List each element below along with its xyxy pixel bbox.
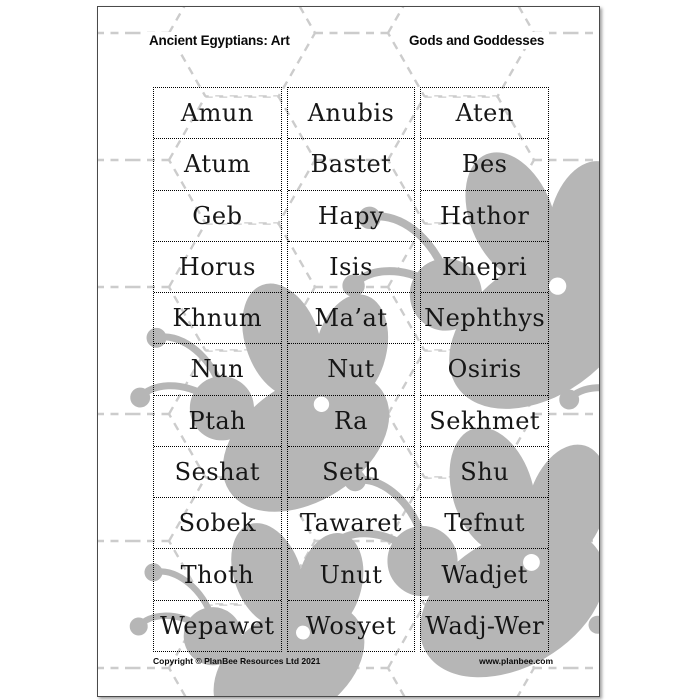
god-card: Geb [154,191,281,242]
god-card: Hapy [288,191,415,242]
god-card: Osiris [421,344,548,395]
god-card: Unut [288,549,415,600]
god-card: Wosyet [305,611,397,640]
god-card: Tefnut [421,498,548,549]
header-title-left: Ancient Egyptians: Art [144,32,295,49]
god-card: Atum [154,139,281,190]
god-card: Amun [154,88,281,139]
god-card-column [153,87,282,652]
god-card: Sekhmet [421,396,548,447]
god-card: Ma’at [288,293,415,344]
god-card: Seth [288,447,415,498]
god-card: Thoth [154,549,281,600]
header-title-right: Gods and Goddesses [404,32,549,49]
god-name-grid [153,87,549,652]
god-card: Horus [154,242,281,293]
god-card: Khepri [421,242,548,293]
website-text: www.planbee.com [479,656,553,666]
page-footer [153,656,553,666]
god-card: Wadj-Wer [425,611,545,640]
copyright-text: Copyright © PlanBee Resources Ltd 2021 [153,656,321,666]
god-card: Bes [421,139,548,190]
god-card: Anubis [288,88,415,139]
god-card: Shu [421,447,548,498]
god-card: Isis [288,242,415,293]
god-card: Ra [288,396,415,447]
god-card: Ptah [154,396,281,447]
god-card: Tawaret [288,498,415,549]
god-card: Seshat [154,447,281,498]
god-card: Khnum [154,293,281,344]
god-card-column [287,87,416,652]
god-card: Sobek [154,498,281,549]
god-card: Bastet [288,139,415,190]
god-card: Hathor [421,191,548,242]
god-card: Wepawet [160,611,275,640]
god-card: Wadjet [421,549,548,600]
god-card: Aten [421,88,548,139]
god-card: Nun [154,344,281,395]
god-card-column [420,87,549,652]
worksheet-page [97,6,600,697]
god-card: Nephthys [421,293,548,344]
god-card: Nut [288,344,415,395]
